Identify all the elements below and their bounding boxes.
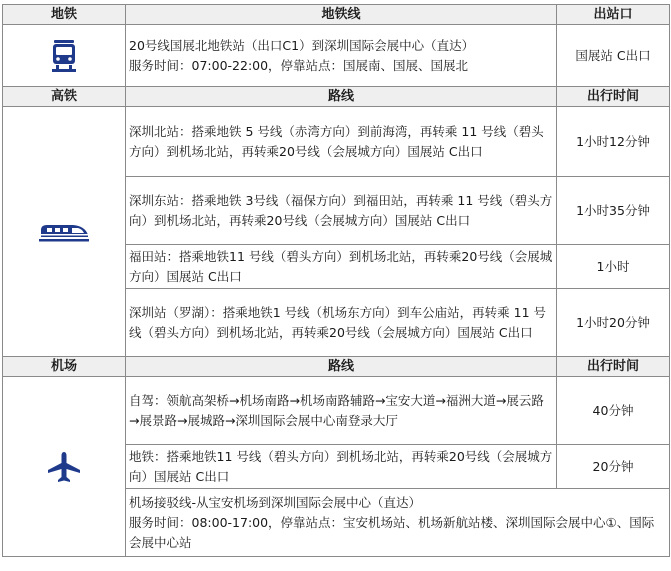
metro-exit: 国展站 C出口	[557, 25, 670, 87]
rail-header-time: 出行时间	[557, 87, 670, 107]
metro-train-icon	[6, 39, 122, 73]
high-speed-train-icon	[6, 221, 122, 243]
airplane-icon	[6, 451, 122, 483]
airport-header-row	[3, 357, 670, 377]
transport-guide	[2, 4, 669, 557]
rail-icon-cell	[3, 107, 126, 357]
airport-time-metro: 20分钟	[557, 445, 670, 489]
airport-shuttle-hours: 服务时间：08:00-17:00，停靠站点：宝安机场站、机场新航站楼、深圳国际会展中心①、国际会展中心站	[129, 514, 655, 550]
airport-shuttle-line: 机场接驳线-从宝安机场到深圳国际会展中心（直达）	[129, 494, 422, 510]
rail-route-shenzhen-luohu: 深圳站（罗湖）：搭乘地铁1 号线（机场东方向）到车公庙站，再转乘 11 号线（碧头方向）到机场北站，再转乘20号线（会展城方向）国展站 C出口	[126, 289, 557, 357]
metro-row	[3, 25, 670, 87]
airport-header-route: 路线	[126, 357, 557, 377]
airport-route-driving: 自驾：领航高架桥→机场南路→机场南路辅路→宝安大道→福洲大道→展云路→展景路→展城路→深圳国际会展中心南登录大厅	[126, 377, 557, 445]
airport-time-driving: 40分钟	[557, 377, 670, 445]
rail-route-futian: 福田站：搭乘地铁11 号线（碧头方向）到机场北站，再转乘20号线（会展城方向）国展站 C出口	[126, 245, 557, 289]
metro-route-line: 20号线国展北地铁站（出口C1）到深圳国际会展中心（直达）	[129, 37, 475, 53]
metro-header-line: 地铁线	[126, 5, 557, 25]
airport-route-metro: 地铁：搭乘地铁11 号线（碧头方向）到机场北站，再转乘20号线（会展城方向）国展站 C出口	[126, 445, 557, 489]
rail-time-futian: 1小时	[557, 245, 670, 289]
rail-header-type: 高铁	[3, 87, 126, 107]
metro-service-hours: 服务时间：07:00-22:00，停靠站点：国展南、国展、国展北	[129, 57, 469, 73]
rail-row-shenzhen-north	[3, 107, 670, 177]
metro-route-cell	[126, 25, 557, 87]
rail-time-shenzhen-east: 1小时35分钟	[557, 177, 670, 245]
rail-route-shenzhen-east: 深圳东站：搭乘地铁 3号线（福保方向）到福田站，再转乘 11 号线（碧头方向）到机场北站，再转乘20号线（会展城方向）国展站 C出口	[126, 177, 557, 245]
airport-icon-cell	[3, 377, 126, 557]
transport-table	[2, 4, 670, 557]
metro-header-type: 地铁	[3, 5, 126, 25]
rail-time-shenzhen-north: 1小时12分钟	[557, 107, 670, 177]
airport-row-driving	[3, 377, 670, 445]
airport-header-type: 机场	[3, 357, 126, 377]
rail-header-row	[3, 87, 670, 107]
airport-shuttle-cell	[126, 489, 670, 557]
rail-time-shenzhen-luohu: 1小时20分钟	[557, 289, 670, 357]
metro-header-exit: 出站口	[557, 5, 670, 25]
rail-route-shenzhen-north: 深圳北站：搭乘地铁 5 号线（赤湾方向）到前海湾，再转乘 11 号线（碧头方向）到机场北站，再转乘20号线（会展城方向）国展站 C出口	[126, 107, 557, 177]
metro-icon-cell	[3, 25, 126, 87]
airport-header-time: 出行时间	[557, 357, 670, 377]
rail-header-route: 路线	[126, 87, 557, 107]
metro-header-row	[3, 5, 670, 25]
